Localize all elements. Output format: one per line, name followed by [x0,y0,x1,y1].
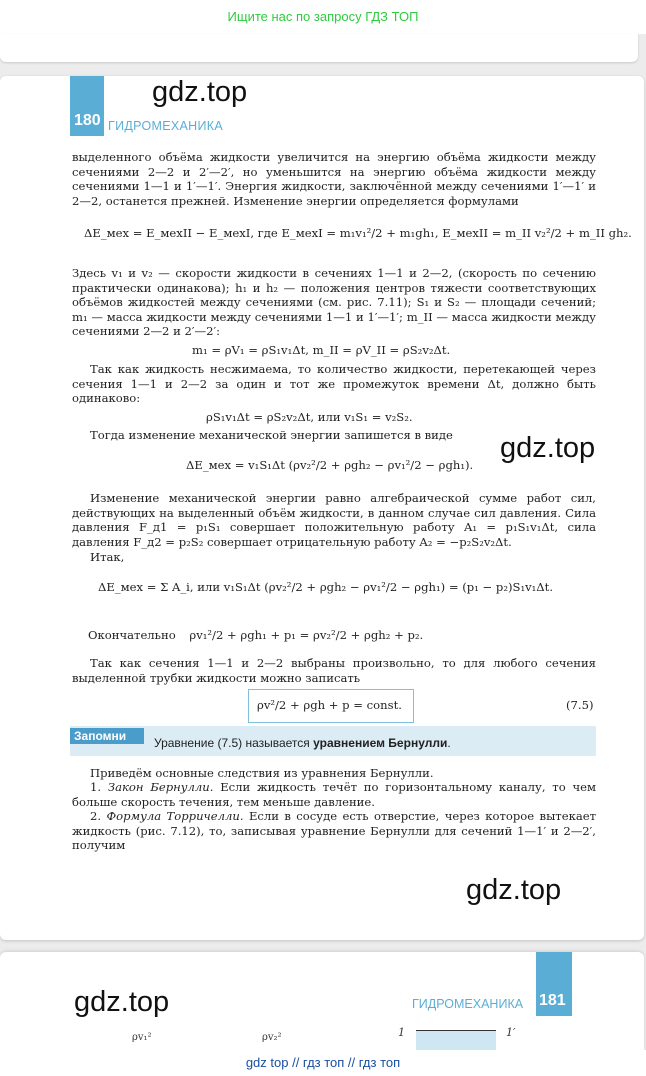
equation-work-balance: ΔE_мех = Σ A_i, или v₁S₁Δt (ρv₂²/2 + ρgh₂ − ρv₁²/2 − ρgh₁) = (p₁ − p₂)S₁v₁Δt. [98,580,554,594]
remember-text [154,736,451,750]
section-label: 1 [398,1026,405,1039]
equation-text: ρv₁²/2 + ρgh₁ + p₁ = ρv₂²/2 + ρgh₂ + p₂. [189,628,424,642]
remember-text-start: Уравнение (7.5) называется [154,736,314,750]
equation-masses: m₁ = ρV₁ = ρS₁v₁Δt, m_II = ρV_II = ρS₂v₂Δt. [192,343,451,357]
paragraph-consequences: Приведём основные следствия из уравнения Бернулли. [90,766,434,780]
bottom-links[interactable]: gdz top // гдз топ // гдз топ [245,1055,401,1070]
item-text: Если в сосуде есть отверстие, через которое вытекает жидкость (рис. 7.12), то, записывая уравнение Бернулли для сечений 1—1′ и 2—2′, получим [72,809,597,853]
running-head: ГИДРОМЕХАНИКА [412,997,524,1011]
paragraph-mech-energy: Тогда изменение механической энергии запишется в виде [90,428,453,442]
bernoulli-equation-box [248,689,414,723]
page-number: 181 [539,992,566,1009]
equation-text: ΔE_мех = E_мехII − E_мехI, где E_мехI = m₁v₁²/2 + m₁gh₁, E_мехII = m_II v₂²/2 + m_II gh₂. [84,226,632,240]
top-banner [0,0,646,34]
textbook-page-180 [0,76,644,940]
equation-continuity: ρS₁v₁Δt = ρS₂v₂Δt, или v₁S₁ = v₂S₂. [206,410,413,424]
formula-fragment: ρv₂² [262,1032,282,1043]
running-head: ГИДРОМЕХАНИКА [108,119,223,133]
watermark: gdz.top [74,986,170,1018]
equation-number: (7.5) [566,698,594,712]
item-number: 2. [90,809,107,823]
paragraph-torricelli [72,809,596,853]
previous-page-card [0,34,638,62]
page-number-badge [536,952,572,1016]
bernoulli-equation: ρv²/2 + ρgh + p = const. [257,698,402,712]
formula-fragment: ρv₁² [132,1032,152,1043]
equation-final [88,628,423,642]
equation-energy [84,226,632,240]
page-number: 180 [74,112,101,129]
remember-label: Запомни [70,728,144,744]
remember-text-end: . [447,736,451,750]
remember-text-term: уравнением Бернулли [313,736,448,750]
paragraph-incompressible: Так как жидкость несжимаема, то количество жидкости, перетекающей через сечения 1—1 и 2—2 за один и тот же промежуток времени Δt, должно быть одинаково: [72,362,596,406]
paragraph-itak: Итак, [90,550,125,564]
item-title: Закон Бернулли. [107,780,214,794]
search-hint-link[interactable]: Ищите нас по запросу ГДЗ ТОП [227,9,419,24]
paragraph-notation: Здесь v₁ и v₂ — скорости жидкости в сечениях 1—1 и 2—2, (скорость по сечению практически одинакова); h₁ и h₂ — положения центров тяжести соответствующих объёмов жидкостей между сечениями (см. рис. 7.11); S₁ и S₂ — площади сечений; m₁ — масса жидкости между сечениями 1—1 и 1′—1′; m_II — масса жидкости между сечениями 2—2 и 2′—2′: [72,266,596,339]
paragraph-work: Изменение механической энергии равно алгебраической сумме работ сил, действующих на выделенный объём жидкости, в данном случае сил давления. Сила давления F_д1 = p₁S₁ совершает положительную работу A₁ = p₁S₁v₁Δt, сила давления F_д2 = p₂S₂ совершает отрицательную работу A₂ = −p₂S₂v₂Δt. [72,491,596,549]
equation-delta-energy: ΔE_мех = v₁S₁Δt (ρv₂²/2 + ρgh₂ − ρv₁²/2 − ρgh₁). [186,458,474,472]
bottom-links-bar [0,1050,646,1076]
paragraph-arbitrary-sections: Так как сечения 1—1 и 2—2 выбраны произвольно, то для любого сечения выделенной трубки жидкости можно записать [72,656,596,685]
equation-prefix: Окончательно [88,628,176,642]
item-text: Если жидкость течёт по горизонтальному каналу, то чем больше скорость течения, тем меньше давление. [72,780,597,809]
item-title: Формула Торричелли. [106,809,244,823]
paragraph-bernoulli-law [72,780,596,809]
remember-box [70,726,596,756]
watermark: gdz.top [152,76,248,108]
watermark: gdz.top [500,432,596,464]
watermark: gdz.top [466,874,562,906]
page-number-badge [70,76,104,136]
section-label: 1′ [506,1026,516,1039]
paragraph-energy-change: выделенного объёма жидкости увеличится на энергию объёма жидкости между сечениями 2—2 и 2′—2′, но уменьшится на энергию объёма жидкости между сечениями 1—1 и 1′—1′. Энергия жидкости, заключённой между сечениями 1′—1′ и 2—2, останется прежней. Изменение энергии определяется формулами [72,150,596,208]
item-number: 1. [90,780,108,794]
